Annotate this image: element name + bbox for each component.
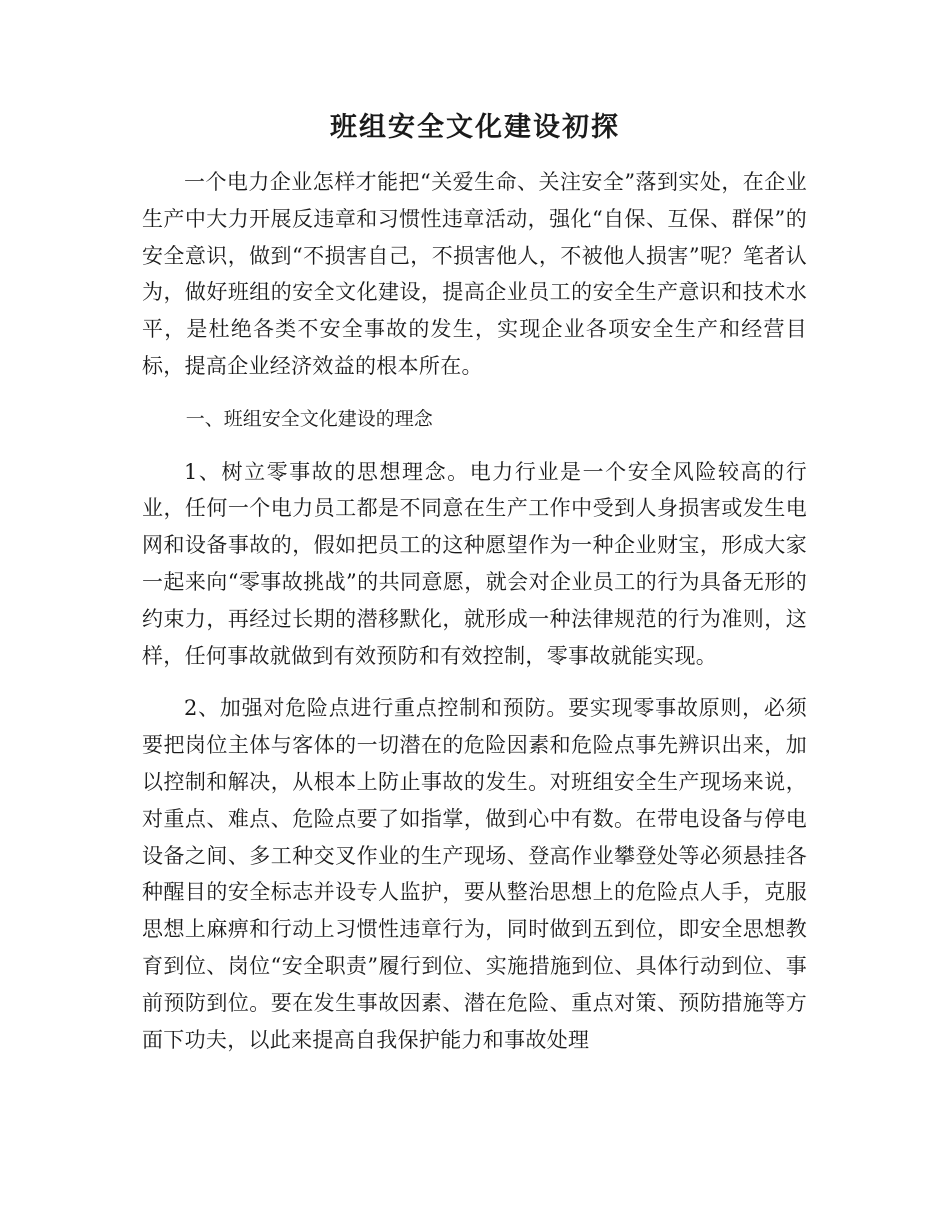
document-body [142, 164, 807, 1074]
section-heading-1: 一、班组安全文化建设的理念 [185, 407, 433, 430]
paragraph-zero-accident: 1、树立零事故的思想理念。电力行业是一个安全风险较高的行业，任何一个电力员工都是不同意在生产工作中受到人身损害或发生电网和设备事故的，假如把员工的这种愿望作为一种企业财宝，形成大家一起来向“零事故挑战”的共同意愿，就会对企业员工的行为具备无形的约束力，再经过长期的潜移默化，就形成一种法律规范的行为准则，这样，任何事故就做到有效预防和有效控制，零事故就能实现。 [142, 459, 807, 668]
document-title: 班组安全文化建设初探 [330, 112, 620, 143]
intro-paragraph: 一个电力企业怎样才能把“关爱生命、关注安全”落到实处，在企业生产中大力开展反违章和习惯性违章活动，强化“自保、互保、群保”的安全意识，做到“不损害自己，不损害他人，不被他人损害”呢？笔者认为，做好班组的安全文化建设，提高企业员工的安全生产意识和技术水平，是杜绝各类不安全事故的发生，实现企业各项安全生产和经营目标，提高企业经济效益的根本所在。 [142, 170, 807, 378]
paragraph-hazard-control: 2、加强对危险点进行重点控制和预防。要实现零事故原则，必须要把岗位主体与客体的一切潜在的危险因素和危险点事先辨识出来，加以控制和解决，从根本上防止事故的发生。对班组安全生产现场来说，对重点、难点、危险点要了如指掌，做到心中有数。在带电设备与停电设备之间、多工种交叉作业的生产现场、登高作业攀登处等必须悬挂各种醒目的安全标志并设专人监护，要从整治思想上的危险点人手，克服思想上麻痹和行动上习惯性违章行为，同时做到五到位，即安全思想教育到位、岗位“安全职责”履行到位、实施措施到位、具体行动到位、事前预防到位。要在发生事故因素、潜在危险、重点对策、预防措施等方面下功夫，以此来提高自我保护能力和事故处理 [142, 696, 807, 1052]
